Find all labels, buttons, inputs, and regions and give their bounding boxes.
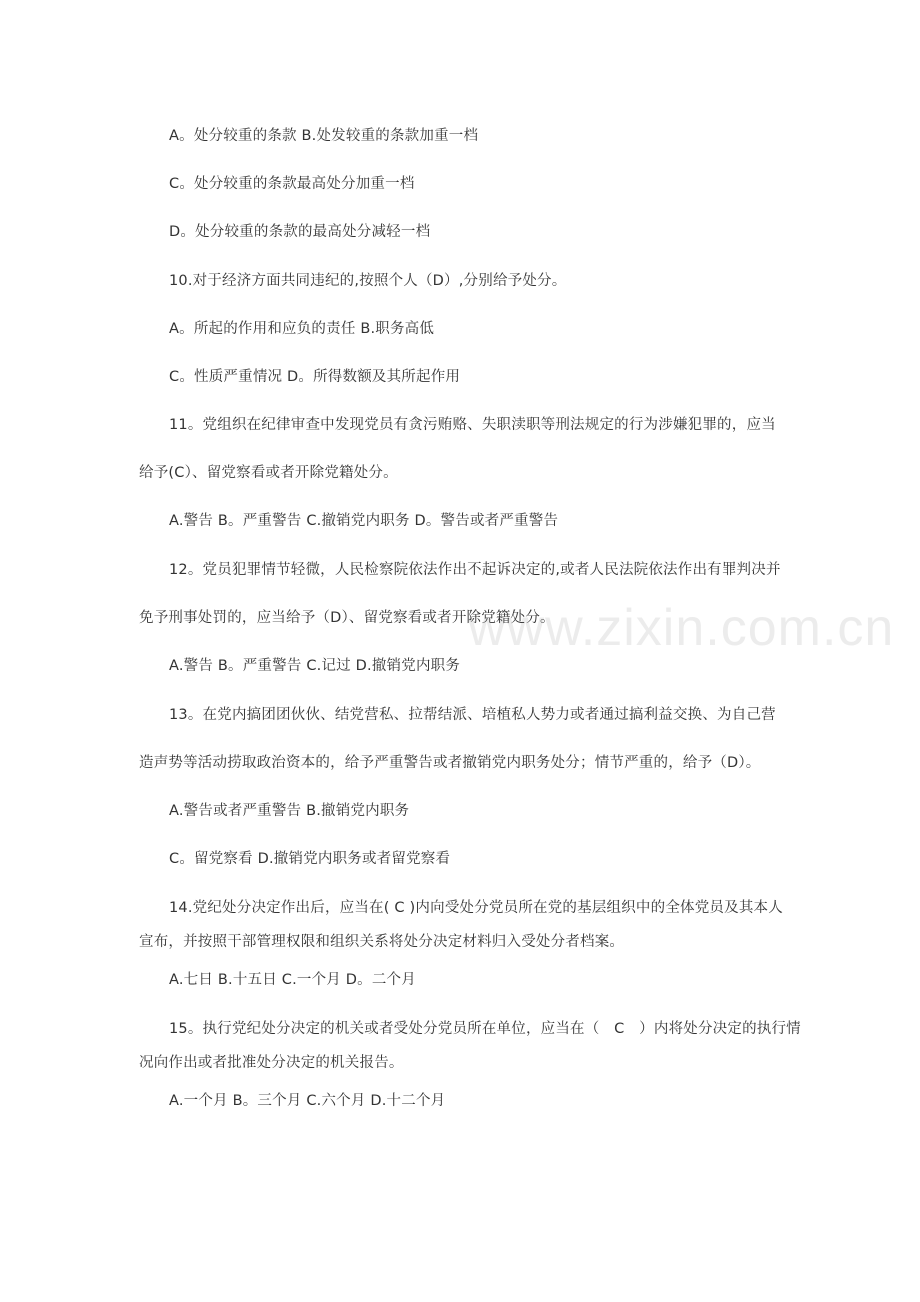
question-14-options: A.七日 B.十五日 C.一个月 D。二个月 [169, 972, 416, 988]
question-15-line-1: 15。执行党纪处分决定的机关或者受处分党员所在单位，应当在（ C ）内将处分决定的执行情 [169, 1021, 801, 1037]
option-line-c: C。处分较重的条款最高处分加重一档 [169, 176, 415, 192]
question-13-options-2: C。留党察看 D.撤销党内职务或者留党察看 [169, 851, 451, 867]
option-line-a: A。处分较重的条款 B.处发较重的条款加重一档 [169, 128, 479, 144]
question-14-line-1: 14.党纪处分决定作出后，应当在( C )内向受处分党员所在党的基层组织中的全体党员及其本人 [169, 900, 783, 916]
watermark: www.zixin.com.cn [468, 599, 895, 657]
question-11-line-1: 11。党组织在纪律审查中发现党员有贪污贿赂、失职渎职等刑法规定的行为涉嫌犯罪的，应当 [169, 417, 776, 433]
question-11-options: A.警告 B。严重警告 C.撤销党内职务 D。警告或者严重警告 [169, 513, 559, 529]
question-10-options-2: C。性质严重情况 D。所得数额及其所起作用 [169, 369, 461, 385]
question-13-line-1: 13。在党内搞团团伙伙、结党营私、拉帮结派、培植私人势力或者通过搞利益交换、为自己营 [169, 707, 776, 723]
question-10: 10.对于经济方面共同违纪的,按照个人（D）,分别给予处分。 [169, 273, 567, 289]
question-15-line-2: 况向作出或者批准处分决定的机关报告。 [139, 1055, 404, 1071]
question-12-line-1: 12。党员犯罪情节轻微，人民检察院依法作出不起诉决定的,或者人民法院依法作出有罪判决并 [169, 562, 781, 578]
question-13-options-1: A.警告或者严重警告 B.撤销党内职务 [169, 803, 410, 819]
question-12-line-2: 免予刑事处罚的，应当给予（D）、留党察看或者开除党籍处分。 [139, 610, 555, 626]
option-line-d: D。处分较重的条款的最高处分减轻一档 [169, 224, 431, 240]
question-10-options-1: A。所起的作用和应负的责任 B.职务高低 [169, 321, 435, 337]
question-11-line-2: 给予(C）、留党察看或者开除党籍处分。 [139, 465, 398, 481]
question-15-options: A.一个月 B。三个月 C.六个月 D.十二个月 [169, 1093, 446, 1109]
question-14-line-2: 宣布，并按照干部管理权限和组织关系将处分决定材料归入受处分者档案。 [139, 934, 625, 950]
question-13-line-2: 造声势等活动捞取政治资本的，给予严重警告或者撤销党内职务处分；情节严重的，给予（D）。 [139, 755, 761, 771]
question-12-options: A.警告 B。严重警告 C.记过 D.撤销党内职务 [169, 658, 461, 674]
